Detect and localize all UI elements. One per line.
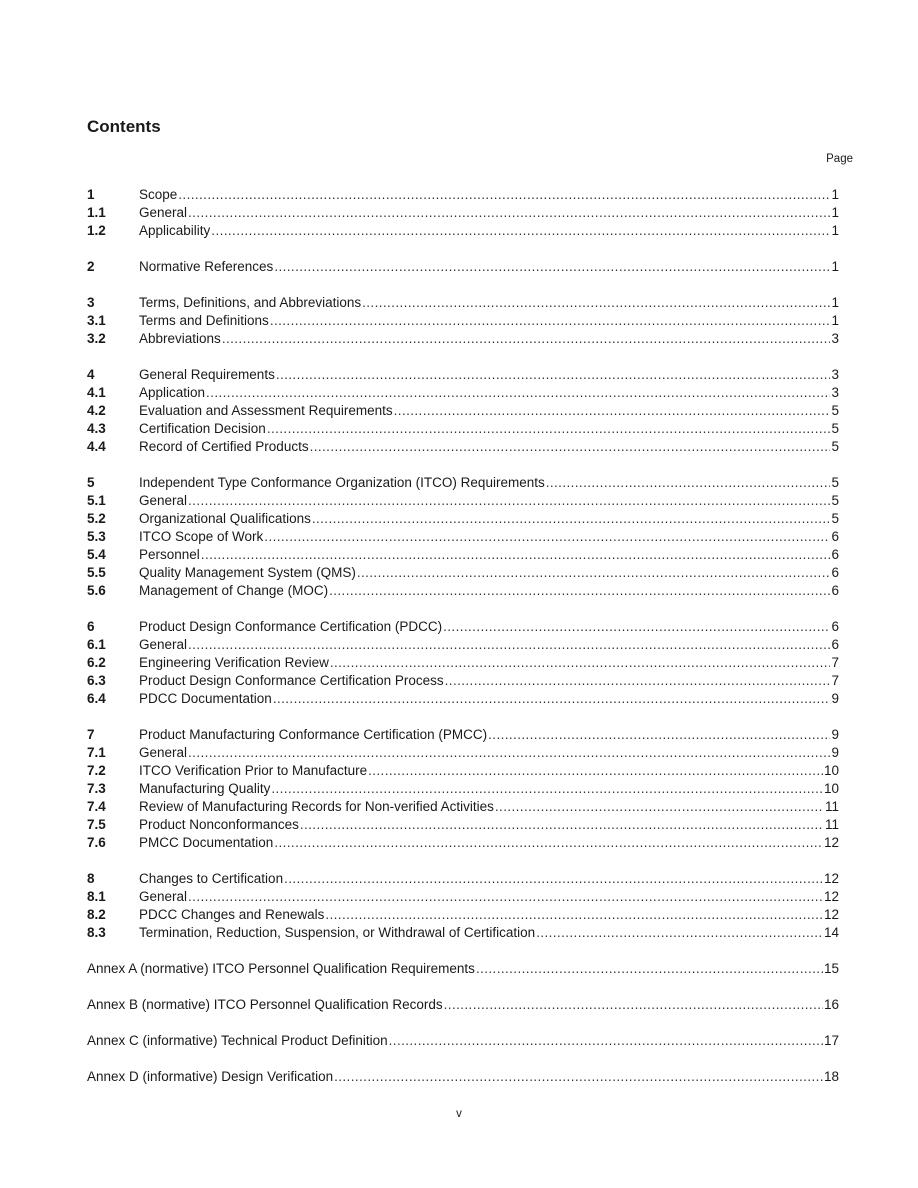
toc-entry[interactable] — [87, 330, 839, 348]
toc-page-number: 6 — [831, 619, 839, 634]
toc-page-number: 5 — [831, 439, 839, 454]
toc-entry[interactable] — [87, 924, 839, 942]
toc-section-title: Quality Management System (QMS) — [139, 565, 356, 580]
toc-section-title: ITCO Verification Prior to Manufacture — [139, 763, 368, 778]
toc-entry[interactable] — [87, 546, 839, 564]
toc-annex-entry[interactable] — [87, 1068, 839, 1086]
toc-section-title: Product Manufacturing Conformance Certification (PMCC) — [139, 727, 488, 742]
toc-page-number: 1 — [831, 313, 839, 328]
toc-entry[interactable] — [87, 510, 839, 528]
toc-section-title: Abbreviations — [139, 331, 221, 346]
toc-page-number: 6 — [831, 529, 839, 544]
toc-section-title: Management of Change (MOC) — [139, 583, 329, 598]
toc-page-number: 6 — [831, 637, 839, 652]
toc-dot-leader — [300, 816, 824, 834]
toc-section-number: 1.1 — [87, 205, 106, 220]
toc-section-number: 4.3 — [87, 421, 106, 436]
toc-dot-leader — [330, 654, 831, 672]
toc-section-number: 3 — [87, 295, 95, 310]
toc-section-title: Annex B (normative) ITCO Personnel Qualification Records — [87, 997, 443, 1012]
toc-dot-leader — [495, 798, 824, 816]
toc-section-title: Normative References — [139, 259, 274, 274]
toc-entry[interactable] — [87, 672, 839, 690]
toc-section-title: Termination, Reduction, Suspension, or Withdrawal of Certification — [139, 925, 536, 940]
toc-page-number: 12 — [823, 871, 839, 886]
toc-page-number: 12 — [823, 835, 839, 850]
toc-section-title: Annex A (normative) ITCO Personnel Qualification Requirements — [87, 961, 475, 976]
toc-entry[interactable] — [87, 654, 839, 672]
toc-dot-leader — [211, 222, 830, 240]
toc-entry[interactable] — [87, 870, 839, 888]
toc-section-title: Terms, Definitions, and Abbreviations — [139, 295, 362, 310]
toc-section-title: Annex D (informative) Design Verification — [87, 1069, 334, 1084]
toc-dot-leader — [362, 294, 830, 312]
toc-dot-leader — [206, 384, 830, 402]
toc-annex-entry[interactable] — [87, 1032, 839, 1050]
toc-page-number: 5 — [831, 493, 839, 508]
toc-entry[interactable] — [87, 366, 839, 384]
toc-dot-leader — [334, 1068, 823, 1086]
footer-page-number: v — [456, 1108, 462, 1120]
toc-section-title: Record of Certified Products — [139, 439, 309, 454]
toc-page-number: 1 — [831, 187, 839, 202]
toc-page-number: 10 — [823, 781, 839, 796]
toc-section-number: 5.2 — [87, 511, 106, 526]
toc-page-number: 1 — [831, 259, 839, 274]
toc-section-title: Scope — [139, 187, 178, 202]
toc-dot-leader — [178, 186, 830, 204]
toc-section-number: 7.4 — [87, 799, 106, 814]
toc-section-title: Independent Type Conformance Organization (ITCO) Requirements — [139, 475, 545, 490]
toc-dot-leader — [368, 762, 823, 780]
toc-entry[interactable] — [87, 636, 839, 654]
toc-section-number: 5.6 — [87, 583, 106, 598]
toc-section-title: Applicability — [139, 223, 211, 238]
toc-section-number: 5.4 — [87, 547, 106, 562]
toc-dot-leader — [329, 582, 830, 600]
toc-page-number: 12 — [823, 907, 839, 922]
toc-section-title: Terms and Definitions — [139, 313, 269, 328]
toc-page-number: 1 — [831, 205, 839, 220]
toc-section-number: 8 — [87, 871, 95, 886]
toc-entry[interactable] — [87, 222, 839, 240]
toc-page-number: 5 — [831, 511, 839, 526]
toc-page-number: 15 — [823, 961, 839, 976]
toc-page-number: 3 — [831, 367, 839, 382]
toc-section-number: 1 — [87, 187, 95, 202]
toc-section-number: 6.1 — [87, 637, 106, 652]
toc-section-number: 7 — [87, 727, 95, 742]
toc-section-title: General Requirements — [139, 367, 275, 382]
toc-section-number: 6.4 — [87, 691, 106, 706]
toc-section-number: 7.6 — [87, 835, 106, 850]
toc-dot-leader — [267, 420, 831, 438]
toc-section-number: 2 — [87, 259, 95, 274]
toc-entry[interactable] — [87, 312, 839, 330]
toc-section-number: 7.3 — [87, 781, 106, 796]
toc-section-title: Annex C (informative) Technical Product Definition — [87, 1033, 388, 1048]
toc-section-number: 6 — [87, 619, 95, 634]
toc-page-number: 5 — [831, 403, 839, 418]
toc-section-title: Product Nonconformances — [139, 817, 299, 832]
toc-entry[interactable] — [87, 726, 839, 744]
toc-dot-leader — [394, 402, 831, 420]
toc-dot-leader — [325, 906, 823, 924]
toc-section-number: 8.1 — [87, 889, 106, 904]
toc-entry[interactable] — [87, 816, 839, 834]
toc-section-title: Manufacturing Quality — [139, 781, 271, 796]
toc-page-number: 10 — [823, 763, 839, 778]
toc-section-number: 4.1 — [87, 385, 106, 400]
toc-section-title: Changes to Certification — [139, 871, 284, 886]
toc-dot-leader — [188, 744, 830, 762]
toc-entry[interactable] — [87, 906, 839, 924]
toc-section-title: PMCC Documentation — [139, 835, 274, 850]
toc-section-number: 5.5 — [87, 565, 106, 580]
toc-section-number: 4 — [87, 367, 95, 382]
toc-page-number: 9 — [831, 691, 839, 706]
toc-dot-leader — [270, 312, 831, 330]
toc-entry[interactable] — [87, 438, 839, 456]
toc-dot-leader — [274, 258, 830, 276]
toc-section-number: 5 — [87, 475, 95, 490]
toc-section-title: Organizational Qualifications — [139, 511, 311, 526]
toc-entry[interactable] — [87, 186, 839, 204]
toc-dot-leader — [188, 888, 823, 906]
toc-dot-leader — [222, 330, 831, 348]
toc-dot-leader — [444, 996, 823, 1014]
toc-dot-leader — [357, 564, 831, 582]
toc-annex-entry[interactable] — [87, 960, 839, 978]
toc-entry[interactable] — [87, 258, 839, 276]
toc-section-number: 4.2 — [87, 403, 106, 418]
toc-entry[interactable] — [87, 492, 839, 510]
toc-page-number: 6 — [831, 583, 839, 598]
toc-dot-leader — [188, 636, 830, 654]
toc-section-title: General — [139, 637, 188, 652]
toc-dot-leader — [476, 960, 823, 978]
toc-entry[interactable] — [87, 690, 839, 708]
toc-section-number: 5.3 — [87, 529, 106, 544]
toc-dot-leader — [188, 492, 830, 510]
toc-section-number: 8.2 — [87, 907, 106, 922]
toc-dot-leader — [546, 474, 831, 492]
toc-section-title: General — [139, 889, 188, 904]
toc-entry[interactable] — [87, 618, 839, 636]
toc-dot-leader — [274, 834, 823, 852]
toc-section-number: 5.1 — [87, 493, 106, 508]
toc-dot-leader — [188, 204, 830, 222]
toc-section-title: Engineering Verification Review — [139, 655, 329, 670]
toc-entry[interactable] — [87, 420, 839, 438]
toc-section-title: Product Design Conformance Certification (PDCC) — [139, 619, 443, 634]
toc-dot-leader — [310, 438, 831, 456]
toc-section-title: General — [139, 745, 188, 760]
toc-dot-leader — [284, 870, 823, 888]
toc-page-number: 6 — [831, 565, 839, 580]
toc-page-number: 12 — [823, 889, 839, 904]
toc-entry[interactable] — [87, 888, 839, 906]
table-of-contents — [87, 186, 839, 1086]
toc-annex-entry[interactable] — [87, 996, 839, 1014]
toc-page-number: 18 — [823, 1069, 839, 1084]
toc-section-title: Personnel — [139, 547, 200, 562]
toc-section-number: 6.3 — [87, 673, 106, 688]
toc-page-number: 7 — [831, 673, 839, 688]
toc-section-number: 7.1 — [87, 745, 106, 760]
toc-entry[interactable] — [87, 798, 839, 816]
toc-entry[interactable] — [87, 564, 839, 582]
toc-dot-leader — [201, 546, 831, 564]
toc-entry[interactable] — [87, 402, 839, 420]
toc-page-number: 17 — [823, 1033, 839, 1048]
toc-page-number: 5 — [831, 421, 839, 436]
toc-page-number: 1 — [831, 223, 839, 238]
toc-section-number: 3.2 — [87, 331, 106, 346]
toc-entry[interactable] — [87, 294, 839, 312]
toc-section-title: ITCO Scope of Work — [139, 529, 264, 544]
toc-page-number: 1 — [831, 295, 839, 310]
toc-section-title: PDCC Changes and Renewals — [139, 907, 325, 922]
toc-section-title: Application — [139, 385, 206, 400]
toc-section-number: 8.3 — [87, 925, 106, 940]
toc-section-title: PDCC Documentation — [139, 691, 272, 706]
toc-entry[interactable] — [87, 744, 839, 762]
toc-page-number: 7 — [831, 655, 839, 670]
toc-page-number: 11 — [824, 799, 839, 814]
toc-section-number: 7.2 — [87, 763, 106, 778]
toc-section-title: General — [139, 205, 188, 220]
toc-page-number: 5 — [831, 475, 839, 490]
toc-entry[interactable] — [87, 474, 839, 492]
toc-dot-leader — [536, 924, 823, 942]
toc-page-number: 11 — [824, 817, 839, 832]
toc-dot-leader — [389, 1032, 823, 1050]
toc-page-number: 16 — [823, 997, 839, 1012]
page-column-label: Page — [826, 153, 853, 165]
toc-section-title: Certification Decision — [139, 421, 266, 436]
toc-page-number: 9 — [831, 727, 839, 742]
toc-section-title: Product Design Conformance Certification Process — [139, 673, 444, 688]
toc-section-number: 6.2 — [87, 655, 106, 670]
toc-page-number: 9 — [831, 745, 839, 760]
toc-entry[interactable] — [87, 762, 839, 780]
toc-entry[interactable] — [87, 834, 839, 852]
toc-entry[interactable] — [87, 528, 839, 546]
toc-section-number: 3.1 — [87, 313, 106, 328]
toc-page-number: 6 — [831, 547, 839, 562]
toc-dot-leader — [443, 618, 830, 636]
toc-dot-leader — [276, 366, 831, 384]
toc-page-number: 14 — [823, 925, 839, 940]
toc-dot-leader — [271, 780, 823, 798]
toc-entry[interactable] — [87, 204, 839, 222]
toc-dot-leader — [488, 726, 830, 744]
toc-dot-leader — [264, 528, 830, 546]
toc-dot-leader — [312, 510, 831, 528]
toc-page-number: 3 — [831, 331, 839, 346]
toc-entry[interactable] — [87, 384, 839, 402]
toc-entry[interactable] — [87, 582, 839, 600]
contents-heading: Contents — [87, 117, 161, 136]
toc-page-number: 3 — [831, 385, 839, 400]
toc-section-title: Review of Manufacturing Records for Non-verified Activities — [139, 799, 494, 814]
toc-section-title: General — [139, 493, 188, 508]
toc-section-number: 7.5 — [87, 817, 106, 832]
toc-section-title: Evaluation and Assessment Requirements — [139, 403, 393, 418]
toc-dot-leader — [273, 690, 831, 708]
toc-section-number: 1.2 — [87, 223, 106, 238]
toc-entry[interactable] — [87, 780, 839, 798]
toc-section-number: 4.4 — [87, 439, 106, 454]
toc-dot-leader — [445, 672, 831, 690]
